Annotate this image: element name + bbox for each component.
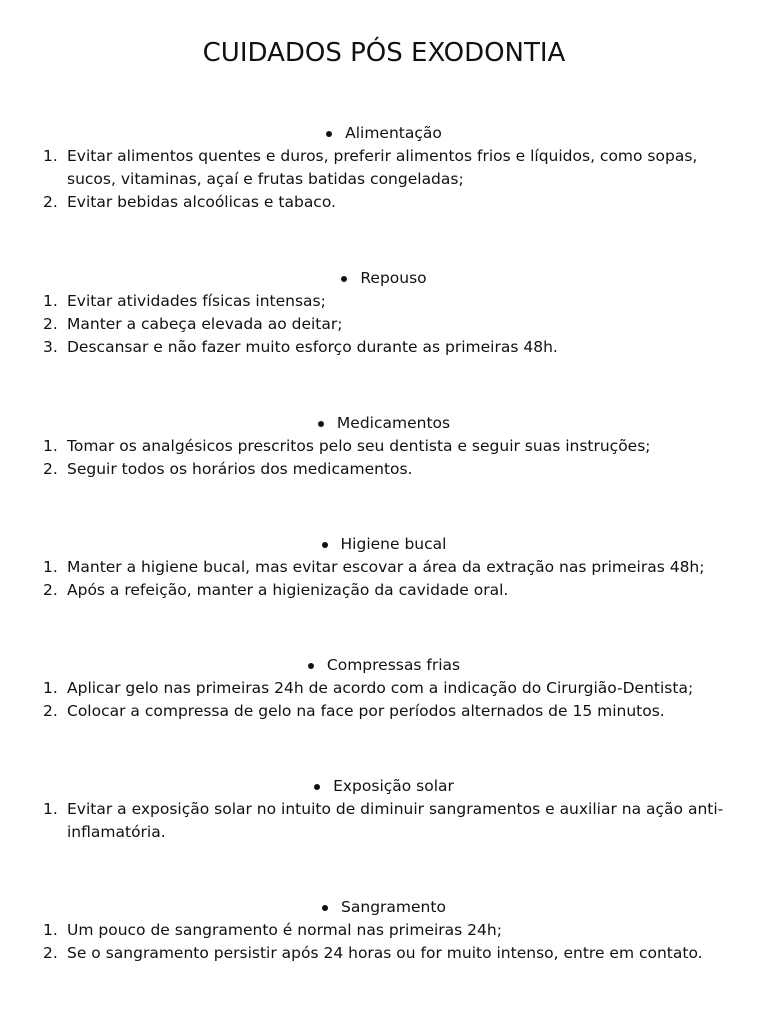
section-repouso <box>0 267 768 359</box>
list-number: 1. <box>43 437 58 455</box>
list-item <box>0 579 768 602</box>
list-number: 2. <box>43 944 58 962</box>
list-item-text: Evitar alimentos quentes e duros, preferir alimentos frios e líquidos, como sopas, sucos, vitaminas, açaí e frutas batidas congeladas; <box>67 147 698 188</box>
section-compressas-frias <box>0 654 768 723</box>
bullet-icon <box>322 542 328 548</box>
list-item-text: Tomar os analgésicos prescritos pelo seu dentista e seguir suas instruções; <box>67 437 651 455</box>
section-heading <box>0 775 768 798</box>
section-heading <box>0 654 768 677</box>
section-heading-label: Medicamentos <box>336 414 451 432</box>
list-item <box>0 458 768 481</box>
list-item <box>0 191 768 214</box>
list-item-text: Evitar a exposição solar no intuito de diminuir sangramentos e auxiliar na ação anti-inflamatória. <box>67 800 724 841</box>
section-medicamentos <box>0 412 768 481</box>
list-number: 1. <box>43 679 58 697</box>
section-exposicao-solar <box>0 775 768 844</box>
list-number: 2. <box>43 193 58 211</box>
list-number: 2. <box>43 581 58 599</box>
list-item <box>0 313 768 336</box>
list-number: 2. <box>43 702 58 720</box>
list-number: 1. <box>43 147 58 165</box>
list-item <box>0 942 768 965</box>
bullet-icon <box>308 663 314 669</box>
bullet-icon <box>341 276 347 282</box>
numbered-list <box>0 919 768 965</box>
numbered-list <box>0 435 768 481</box>
list-item <box>0 145 768 191</box>
list-item <box>0 798 768 844</box>
list-item-text: Aplicar gelo nas primeiras 24h de acordo com a indicação do Cirurgião-Dentista; <box>67 679 694 697</box>
list-item-text: Colocar a compressa de gelo na face por períodos alternados de 15 minutos. <box>67 702 665 720</box>
list-number: 1. <box>43 292 58 310</box>
list-number: 1. <box>43 558 58 576</box>
list-item-text: Descansar e não fazer muito esforço durante as primeiras 48h. <box>67 338 558 356</box>
section-heading-label: Alimentação <box>345 124 442 142</box>
numbered-list <box>0 145 768 214</box>
list-number: 1. <box>43 921 58 939</box>
section-heading <box>0 267 768 290</box>
bullet-icon <box>318 421 324 427</box>
list-item <box>0 677 768 700</box>
bullet-icon <box>322 905 328 911</box>
list-number: 2. <box>43 460 58 478</box>
section-sangramento <box>0 896 768 965</box>
list-item-text: Manter a higiene bucal, mas evitar escovar a área da extração nas primeiras 48h; <box>67 558 705 576</box>
list-number: 2. <box>43 315 58 333</box>
list-item <box>0 290 768 313</box>
numbered-list <box>0 290 768 359</box>
bullet-icon <box>326 131 332 137</box>
list-item-text: Um pouco de sangramento é normal nas primeiras 24h; <box>67 921 502 939</box>
document-title: CUIDADOS PÓS EXODONTIA <box>202 38 566 68</box>
section-heading <box>0 533 768 556</box>
bullet-icon <box>314 784 320 790</box>
list-item-text: Seguir todos os horários dos medicamentos. <box>67 460 413 478</box>
list-item-text: Evitar bebidas alcoólicas e tabaco. <box>67 193 336 211</box>
numbered-list <box>0 556 768 602</box>
numbered-list <box>0 798 768 844</box>
list-item-text: Manter a cabeça elevada ao deitar; <box>67 315 343 333</box>
list-item <box>0 556 768 579</box>
list-number: 1. <box>43 800 58 818</box>
section-heading-label: Compressas frias <box>326 656 461 674</box>
list-number: 3. <box>43 338 58 356</box>
section-higiene-bucal <box>0 533 768 602</box>
list-item <box>0 435 768 458</box>
section-heading-label: Repouso <box>360 269 427 287</box>
section-heading-label: Higiene bucal <box>340 535 447 553</box>
section-heading-label: Sangramento <box>341 898 446 916</box>
section-heading <box>0 412 768 435</box>
section-alimentacao <box>0 122 768 214</box>
section-heading <box>0 122 768 145</box>
section-heading <box>0 896 768 919</box>
list-item-text: Após a refeição, manter a higienização da cavidade oral. <box>67 581 509 599</box>
list-item-text: Se o sangramento persistir após 24 horas ou for muito intenso, entre em contato. <box>67 944 703 962</box>
list-item <box>0 700 768 723</box>
numbered-list <box>0 677 768 723</box>
list-item <box>0 336 768 359</box>
list-item-text: Evitar atividades físicas intensas; <box>67 292 326 310</box>
list-item <box>0 919 768 942</box>
section-heading-label: Exposição solar <box>333 777 454 795</box>
